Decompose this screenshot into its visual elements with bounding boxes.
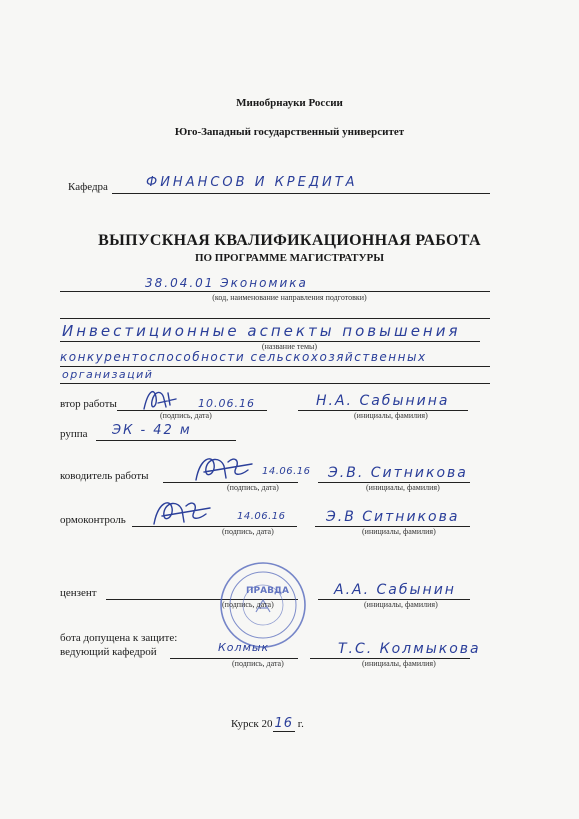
year-end: г. <box>297 718 304 730</box>
supervisor-sign-caption: (подпись, дата) <box>227 483 279 492</box>
normcontrol-name: Э.В Ситникова <box>326 509 460 525</box>
program-underline <box>60 291 490 292</box>
department-value: ФИНАНСОВ И КРЕДИТА <box>146 175 358 190</box>
document-subtitle: ПО ПРОГРАММЕ МАГИСТРАТУРЫ <box>194 252 385 264</box>
head-sign-caption: (подпись, дата) <box>232 659 284 668</box>
topic-line-3: организаций <box>62 368 154 381</box>
group-label: руппа <box>60 428 88 440</box>
university-name: Юго-Западный государственный университет <box>174 126 405 138</box>
admission-line: бота допущена к защите: <box>60 632 178 644</box>
topic-underline-2 <box>60 366 490 367</box>
reviewer-label: цензент <box>60 587 97 599</box>
department-label: Кафедра <box>68 181 108 193</box>
supervisor-date: 14.06.16 <box>262 466 311 477</box>
stamp-text: ПРАВДА <box>246 586 289 596</box>
normcontrol-signature-icon <box>148 496 218 530</box>
author-name-caption: (инициалы, фамилия) <box>354 411 428 420</box>
group-value: ЭК - 42 м <box>112 423 192 438</box>
normcontrol-name-caption: (инициалы, фамилия) <box>362 527 436 536</box>
document-title: ВЫПУСКНАЯ КВАЛИФИКАЦИОННАЯ РАБОТА <box>98 232 481 249</box>
author-date: 10.06.16 <box>198 397 255 410</box>
head-name: Т.С. Колмыкова <box>338 641 481 657</box>
supervisor-signature-icon <box>190 452 260 486</box>
author-name: Н.А. Сабынина <box>316 393 450 409</box>
normcontrol-date: 14.06.16 <box>237 511 286 522</box>
reviewer-name: А.А. Сабынин <box>334 582 456 598</box>
topic-underline-3 <box>60 383 490 384</box>
supervisor-name-caption: (инициалы, фамилия) <box>366 483 440 492</box>
author-label: втор работы <box>60 398 117 410</box>
city-year <box>231 716 304 732</box>
supervisor-name: Э.В. Ситникова <box>328 465 468 481</box>
group-underline <box>96 440 236 441</box>
topic-line-1: Инвестиционные аспекты повышения <box>62 322 461 340</box>
city-year-prefix: Курск 20 <box>231 718 273 730</box>
department-underline <box>112 193 490 194</box>
reviewer-sign-caption: (подпись, дата) <box>222 600 274 609</box>
topic-caption: (название темы) <box>261 342 318 351</box>
supervisor-label: ководитель работы <box>60 470 149 482</box>
program-second-line <box>60 318 490 319</box>
topic-line-2: конкурентоспособности сельскохозяйственных <box>60 350 427 364</box>
head-of-department-label: ведующий кафедрой <box>60 646 157 658</box>
normcontrol-sign-caption: (подпись, дата) <box>222 527 274 536</box>
normcontrol-label: ормоконтроль <box>60 514 126 526</box>
ministry-name: Минобрнауки России <box>236 97 343 109</box>
reviewer-name-caption: (инициалы, фамилия) <box>364 600 438 609</box>
year-handwritten: 16 <box>274 716 294 731</box>
head-name-caption: (инициалы, фамилия) <box>362 659 436 668</box>
head-signature: Колмык <box>218 641 270 654</box>
program-caption: (код, наименование направления подготовки) <box>212 293 367 302</box>
program-value: 38.04.01 Экономика <box>145 276 308 290</box>
author-sign-caption: (подпись, дата) <box>160 411 212 420</box>
